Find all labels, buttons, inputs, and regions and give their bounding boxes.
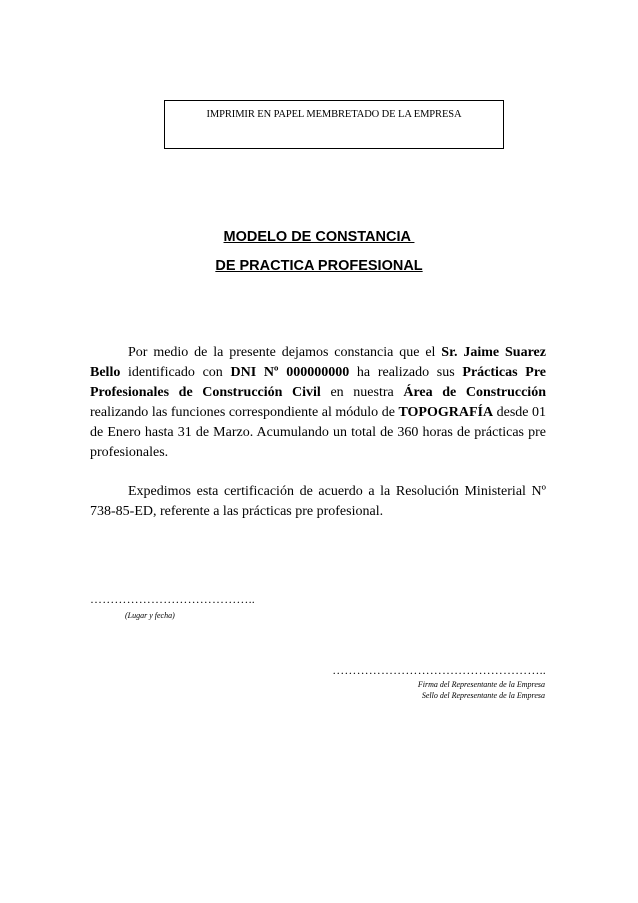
p1-text-4: en nuestra [320,385,404,400]
document-title-line2: DE PRACTICA PROFESIONAL [215,258,423,274]
p1-dni: DNI Nº 000000000 [230,365,350,380]
p1-practice-type: Prácticas Pre Profesionales de Construcción Civil [90,365,546,400]
p1-area: Área de Construcción [403,385,546,400]
signature-line: …………………………………………….. [332,663,546,677]
p2-text: Expedimos esta certificación de acuerdo a la Resolución Ministerial Nº 738-85-ED, referente a las prácticas pre profesional. [90,484,546,519]
letterhead-notice-text: IMPRIMIR EN PAPEL MEMBRETADO DE LA EMPRESA [206,109,462,120]
signature-label: Firma del Representante de la Empresa [417,680,545,689]
p1-text-1: Por medio de la presente dejamos constancia que el [128,345,442,360]
p1-module: TOPOGRAFÍA [398,405,494,420]
body-paragraph-1 [90,343,546,463]
place-date-label: (Lugar y fecha) [125,611,175,620]
body-paragraph-2 [90,482,546,522]
p1-text-3: ha realizado sus [349,365,463,380]
letterhead-notice-box [164,100,504,149]
p1-name: Sr. Jaime Suarez Bello [90,345,546,380]
place-date-line: ………………………………….. [90,592,255,606]
p1-text-2: identificado con [120,365,231,380]
document-title-line1: MODELO DE CONSTANCIA [223,229,415,245]
seal-label: Sello del Representante de la Empresa [421,691,545,700]
p1-text-5: realizando las funciones correspondiente al módulo de [90,405,399,420]
p1-text-6: desde 01 de Enero hasta 31 de Marzo. Acumulando un total de 360 horas de prácticas pre profesionales. [90,405,546,460]
